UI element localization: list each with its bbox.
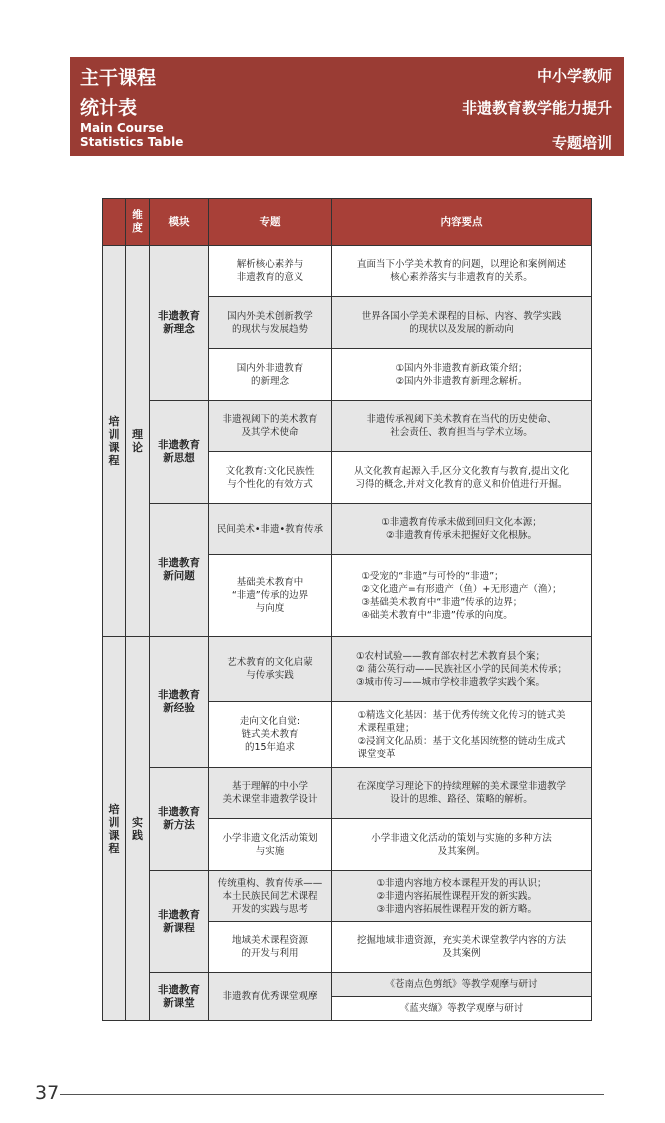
topic-cell: 小学非遗文化活动策划 与实施	[209, 819, 332, 871]
content-cell: 挖掘地域非遗资源，充实美术课堂教学内容的方法 及其案例	[332, 922, 592, 973]
banner-subtitle-1: 中小学教师	[536, 67, 612, 85]
content-cell: 直面当下小学美术教育的问题，以理论和案例阐述 核心素养落实与非遗教育的关系。	[332, 246, 592, 297]
header-banner	[70, 57, 624, 156]
category-cell: 培 训 课 程	[103, 637, 126, 1021]
topic-cell: 非遗视阈下的美术教育 及其学术使命	[209, 401, 332, 452]
topic-cell: 传统重构、教育传承—— 本土民族民间艺术课程 开发的实践与思考	[209, 871, 332, 922]
topic-cell: 艺术教育的文化启蒙 与传承实践	[209, 637, 332, 702]
category-cell: 培 训 课 程	[103, 246, 126, 637]
content-cell: 小学非遗文化活动的策划与实施的多种方法 及其案例。	[332, 819, 592, 871]
header-cell-topic: 专题	[209, 199, 332, 246]
table-row	[103, 246, 592, 297]
banner-subtitle-3: 专题培训	[551, 134, 612, 152]
banner-english-line-1: Main Course	[80, 121, 164, 135]
content-cell: 世界各国小学美术课程的目标、内容、教学实践 的现状以及发展的新动向	[332, 297, 592, 349]
banner-title-line-1: 主干课程	[80, 67, 157, 89]
header-cell-module: 模块	[150, 199, 209, 246]
topic-cell: 国内外非遗教育 的新理念	[209, 349, 332, 401]
module-cell: 非遗教育 新课堂	[150, 973, 209, 1021]
topic-cell: 地域美术课程资源 的开发与利用	[209, 922, 332, 973]
topic-cell: 走向文化自觉: 链式美术教育 的15年追求	[209, 702, 332, 768]
banner-subtitle-2: 非遗教育教学能力提升	[461, 99, 612, 117]
table-row	[103, 637, 592, 702]
header-cell-dimension: 维 度	[126, 199, 150, 246]
module-cell: 非遗教育 新理念	[150, 246, 209, 401]
header-cell-content: 内容要点	[332, 199, 592, 246]
content-cell: ①受宠的“非遗”与可怜的“非遗”； ②文化遗产=有形遗产（鱼）+无形遗产（渔）； ③基础美术教育中“非遗”传承的边界； ④础美术教育中“非遗”传承的向度。	[332, 555, 592, 637]
course-statistics-table	[102, 198, 592, 1021]
content-cell: 非遗传承视阈下美术教育在当代的历史使命、 社会责任、教育担当与学术立场。	[332, 401, 592, 452]
table-header-row	[103, 199, 592, 246]
content-cell: ①精选文化基因：基于优秀传统文化传习的链式美 术课程重建； ②浸润文化品质：基于文化基因统整的链动生成式 课堂变革	[332, 702, 592, 768]
table-row	[103, 871, 592, 922]
dimension-cell-theory: 理 论	[126, 246, 150, 637]
module-cell: 非遗教育 新方法	[150, 768, 209, 871]
content-cell: ①国内外非遗教育新政策介绍； ②国内外非遗教育新理念解析。	[332, 349, 592, 401]
module-cell: 非遗教育 新问题	[150, 504, 209, 637]
content-cell: ①农村试验——教育部农村艺术教育县个案； ② 蒲公英行动——民族社区小学的民间美术传承； ③城市传习——城市学校非遗教学实践个案。	[332, 637, 592, 702]
footer-rule	[60, 1094, 604, 1095]
topic-cell: 基础美术教育中 “非遗”传承的边界 与向度	[209, 555, 332, 637]
module-cell: 非遗教育 新课程	[150, 871, 209, 973]
topic-cell: 文化教育:文化民族性 与个性化的有效方式	[209, 452, 332, 504]
content-cell: 在深度学习理论下的持续理解的美术课堂非遗教学 设计的思维、路径、策略的解析。	[332, 768, 592, 819]
topic-cell: 国内外美术创新教学 的现状与发展趋势	[209, 297, 332, 349]
topic-cell: 基于理解的中小学 美术课堂非遗教学设计	[209, 768, 332, 819]
content-cell: ①非遗教育传承未做到回归文化本源； ②非遗教育传承未把握好文化根脉。	[332, 504, 592, 555]
table-row	[103, 504, 592, 555]
content-cell: 《蓝夹缬》等教学观摩与研讨	[332, 997, 592, 1021]
topic-cell: 解析核心素养与 非遗教育的意义	[209, 246, 332, 297]
module-cell: 非遗教育 新经验	[150, 637, 209, 768]
page-number: 37	[35, 1082, 60, 1104]
banner-english-title	[80, 121, 183, 149]
header-cell-category	[103, 199, 126, 246]
table-row	[103, 768, 592, 819]
banner-english-line-2: Statistics Table	[80, 135, 184, 149]
topic-cell: 民间美术•非遗•教育传承	[209, 504, 332, 555]
table-row	[103, 973, 592, 997]
banner-title-line-2: 统计表	[80, 97, 138, 119]
table-row	[103, 401, 592, 452]
topic-cell: 非遗教育优秀课堂观摩	[209, 973, 332, 1021]
content-cell: 从文化教育起源入手,区分文化教育与教育,提出文化 习得的概念,并对文化教育的意义和价值进行开掘。	[332, 452, 592, 504]
module-cell: 非遗教育 新思想	[150, 401, 209, 504]
dimension-cell-practice: 实 践	[126, 637, 150, 1021]
content-cell: 《苍南点色剪纸》等教学观摩与研讨	[332, 973, 592, 997]
content-cell: ①非遗内容地方校本课程开发的再认识； ②非遗内容拓展性课程开发的新实践。 ③非遗内容拓展性课程开发的新方略。	[332, 871, 592, 922]
